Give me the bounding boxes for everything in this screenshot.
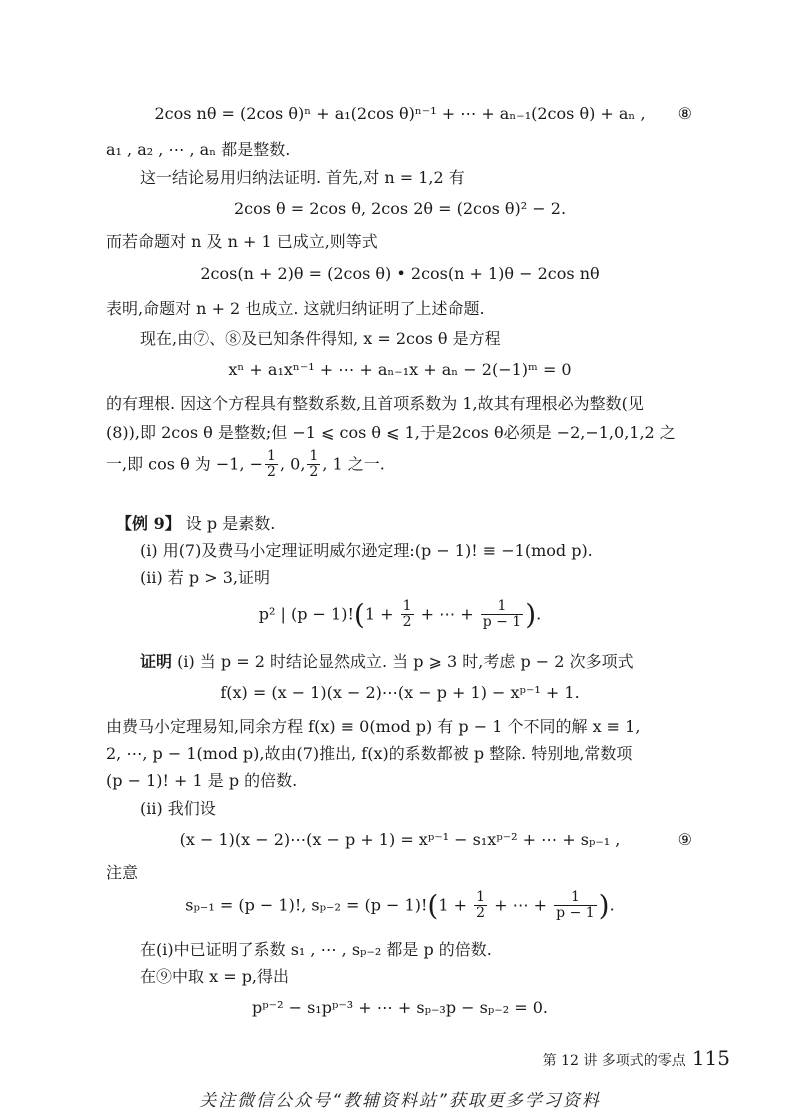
fraction-one-half: $\frac{1}{2}$ <box>267 448 276 481</box>
proof-label: 证明 <box>140 652 173 671</box>
example-9-label: 【例 9】 <box>116 514 181 533</box>
equation-9-formula: (x − 1)(x − 2)⋯(x − p + 1) = xᵖ⁻¹ − s₁xᵖ⁻² + ⋯ + sₚ₋₁ , <box>179 830 621 849</box>
fraction-one-half: $\frac{1}{2}$ <box>476 888 486 922</box>
proof-text: (i) 当 p = 2 时结论显然成立. 当 p ⩾ 3 时,考虑 p − 2 次多项式 <box>172 652 634 671</box>
paragraph-note: 注意 <box>106 863 139 882</box>
example-9-part-i: (i) 用(7)及费马小定理证明威尔逊定理:(p − 1)! ≡ −1(mod p). <box>140 541 593 560</box>
page-footer <box>543 1046 730 1070</box>
example-9-heading <box>0 514 800 533</box>
paragraph-constant-term: (p − 1)! + 1 是 p 的倍数. <box>106 771 298 790</box>
paragraph-substitute: 在⑨中取 x = p,得出 <box>140 967 290 986</box>
equation-f-of-x: f(x) = (x − 1)(x − 2)⋯(x − p + 1) − xᵖ⁻¹ + 1. <box>220 683 580 702</box>
paragraph-induction-intro: 这一结论易用归纳法证明. 首先,对 n = 1,2 有 <box>140 168 465 187</box>
equation-s-coefficients: sₚ₋₁ = (p − 1)!, sₚ₋₂ = (p − 1)!(1 + $\frac{1}{2}$ + ⋯ + $\frac{1}{p - 1}$ ). <box>185 888 615 922</box>
paragraph-integer-cos: (8)),即 2cos θ 是整数;但 −1 ⩽ cos θ ⩽ 1,于是2cos θ必须是 −2,−1,0,1,2 之 <box>106 423 676 442</box>
paragraph-rational-root: 的有理根. 因这个方程具有整数系数,且首项系数为 1,故其有理根必为整数(见 <box>106 394 644 413</box>
paragraph-congruence: 由费马小定理易知,同余方程 f(x) ≡ 0(mod p) 有 p − 1 个不同的解 x ≡ 1, <box>106 717 641 736</box>
equation-induction: 2cos(n + 2)θ = (2cos θ) • 2cos(n + 1)θ − 2cos nθ <box>200 264 600 283</box>
example-9-text: 设 p 是素数. <box>180 514 276 533</box>
paragraph-coefficients: a₁ , a₂ , ⋯ , aₙ 都是整数. <box>106 140 291 159</box>
paragraph-induction-done: 表明,命题对 n + 2 也成立. 这就归纳证明了上述命题. <box>106 299 485 318</box>
equation-8 <box>0 104 800 123</box>
page-number: 115 <box>691 1046 730 1070</box>
proof-heading <box>0 652 800 671</box>
equation-polynomial: xⁿ + a₁xⁿ⁻¹ + ⋯ + aₙ₋₁x + aₙ − 2(−1)ᵐ = 0 <box>228 360 572 379</box>
equation-divisibility: p² | (p − 1)!(1 + $\frac{1}{2}$ + ⋯ + $\frac{1}{p - 1}$ ). <box>258 597 542 631</box>
paragraph-cos-values: 一,即 cos θ 为 −1, − $\frac{1}{2}$ , 0, $\frac{1}{2}$ , 1 之一. <box>106 448 385 481</box>
equation-8-formula: 2cos nθ = (2cos θ)ⁿ + a₁(2cos θ)ⁿ⁻¹ + ⋯ + aₙ₋₁(2cos θ) + aₙ , <box>154 104 646 123</box>
fraction-one-half: $\frac{1}{2}$ <box>402 597 412 631</box>
equation-9-tag: ⑨ <box>677 830 692 849</box>
watermark-text: 关注微信公众号“教辅资料站”获取更多学习资料 <box>199 1091 601 1111</box>
equation-8-tag: ⑧ <box>677 104 692 123</box>
paragraph-induction-step: 而若命题对 n 及 n + 1 已成立,则等式 <box>106 232 378 251</box>
paragraph-part-ii-setup: (ii) 我们设 <box>140 799 216 818</box>
equation-base-case: 2cos θ = 2cos θ, 2cos 2θ = (2cos θ)² − 2. <box>233 199 567 218</box>
fraction-one-half: $\frac{1}{2}$ <box>309 448 319 481</box>
equation-final: pᵖ⁻² − s₁pᵖ⁻³ + ⋯ + sₚ₋₃p − sₚ₋₂ = 0. <box>252 998 548 1017</box>
fraction-one-over-p-minus-1: $\frac{1}{p - 1}$ <box>556 888 595 922</box>
chapter-title: 第 12 讲 多项式的零点 <box>542 1053 686 1069</box>
example-9-part-ii: (ii) 若 p > 3,证明 <box>140 568 270 587</box>
paragraph-equation-intro: 现在,由⑦、⑧及已知条件得知, x = 2cos θ 是方程 <box>140 329 501 348</box>
paragraph-s-multiples: 在(i)中已证明了系数 s₁ , ⋯ , sₚ₋₂ 都是 p 的倍数. <box>140 940 492 959</box>
paragraph-coefficients-divisible: 2, ⋯, p − 1(mod p),故由(7)推出, f(x)的系数都被 p 整除. 特别地,常数项 <box>106 744 633 763</box>
equation-9 <box>0 830 800 849</box>
fraction-one-over-p-minus-1: $\frac{1}{p - 1}$ <box>482 597 522 631</box>
